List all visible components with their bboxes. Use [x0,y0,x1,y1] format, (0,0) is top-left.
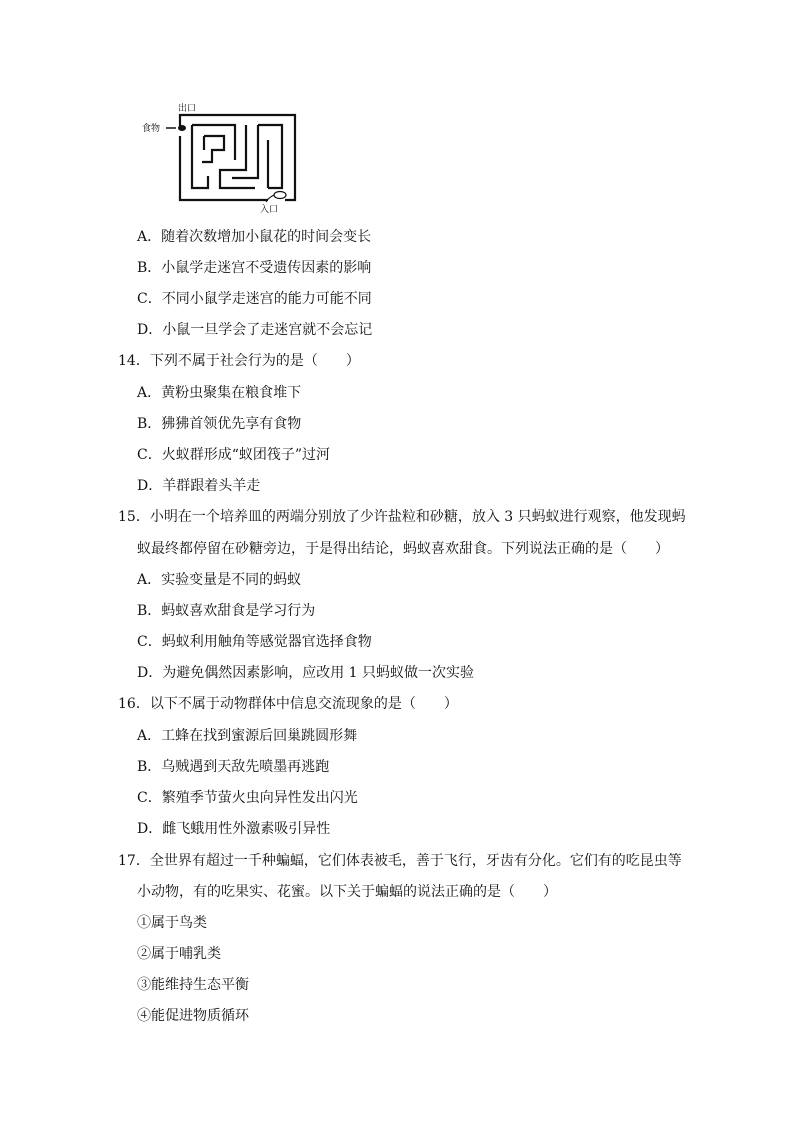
q16-option-a: A．工蜂在找到蜜源后回巢跳圆形舞 [137,728,358,744]
maze-figure [140,100,310,215]
q14-option-d: D．羊群跟着头羊走 [137,478,261,494]
q16-option-d: D．雌飞蛾用性外激素吸引异性 [137,821,331,837]
q17-stem-line1: 17．全世界有超过一千种蝙蝠，它们体表被毛，善于飞行，牙齿有分化。它们有的吃昆虫等 [118,853,682,869]
food-icon [178,125,186,131]
q13-option-c: C．不同小鼠学走迷宫的能力可能不同 [137,291,372,307]
maze-drawing [140,100,310,215]
q15-option-a: A．实验变量是不同的蚂蚁 [137,572,302,588]
q14-stem: 14．下列不属于社会行为的是（ ） [118,353,360,369]
q15-option-c: C．蚂蚁利用触角等感觉器官选择食物 [137,634,372,650]
q17-item-4: ④能促进物质循环 [137,1008,249,1024]
q14-option-a: A．黄粉虫聚集在粮食堆下 [137,385,302,401]
q15-option-b: B．蚂蚁喜欢甜食是学习行为 [137,603,316,619]
q15-stem-line1: 15．小明在一个培养皿的两端分别放了少许盐粒和砂糖，放入 3 只蚂蚁进行观察，他发现蚂 [118,509,686,525]
exit-label: 出口 [178,104,197,114]
q17-stem-line2: 小动物，有的吃果实、花蜜。以下关于蝙蝠的说法正确的是（ ） [137,884,557,900]
q13-option-d: D．小鼠一旦学会了走迷宫就不会忘记 [137,322,373,338]
q15-stem-line2: 蚁最终都停留在砂糖旁边，于是得出结论，蚂蚁喜欢甜食。下列说法正确的是（ ） [137,541,669,557]
q17-item-3: ③能维持生态平衡 [137,977,249,993]
q14-option-c: C．火蚁群形成“蚁团筏子”过河 [137,447,331,463]
q16-option-c: C．繁殖季节萤火虫向异性发出闪光 [137,790,358,806]
q17-item-2: ②属于哺乳类 [137,946,221,962]
mouse-icon [266,192,286,203]
q13-option-a: A．随着次数增加小鼠花的时间会变长 [137,229,372,245]
q13-option-b: B．小鼠学走迷宫不受遗传因素的影响 [137,260,372,276]
q14-option-b: B．狒狒首领优先享有食物 [137,416,302,432]
q16-option-b: B．乌贼遇到天敌先喷墨再逃跑 [137,759,330,775]
food-label: 食物 [142,124,161,134]
q16-stem: 16．以下不属于动物群体中信息交流现象的是（ ） [118,696,458,712]
entrance-label: 入口 [260,205,279,215]
q15-option-d: D．为避免偶然因素影响，应改用 1 只蚂蚁做一次实验 [137,665,475,681]
q17-item-1: ①属于鸟类 [137,915,207,931]
